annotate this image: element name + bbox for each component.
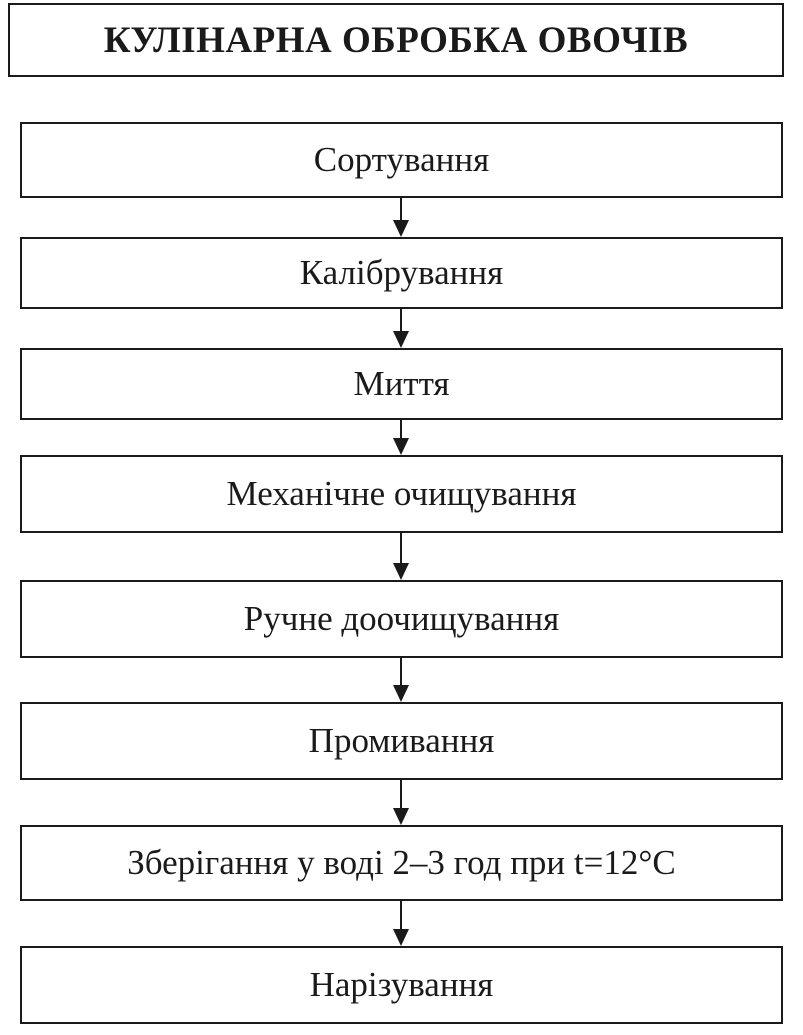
arrow-2 [393,309,409,348]
step-sorting: Сортування [20,122,783,198]
step-manual-finishing: Ручне доочищування [20,580,783,658]
step-rinsing: Промивання [20,702,783,780]
diagram-title: КУЛІНАРНА ОБРОБКА ОВОЧІВ [8,3,784,77]
arrow-3 [393,420,409,455]
arrow-4 [393,533,409,580]
step-storage-in-water: Зберігання у воді 2–3 год при t=12°C [20,825,783,901]
arrow-5 [393,658,409,702]
arrow-7 [393,901,409,946]
step-cutting: Нарізування [20,946,783,1024]
step-mechanical-peeling: Механічне очищування [20,455,783,533]
arrow-1 [393,198,409,237]
step-calibration: Калібрування [20,237,783,309]
step-washing: Миття [20,348,783,420]
arrow-6 [393,780,409,825]
